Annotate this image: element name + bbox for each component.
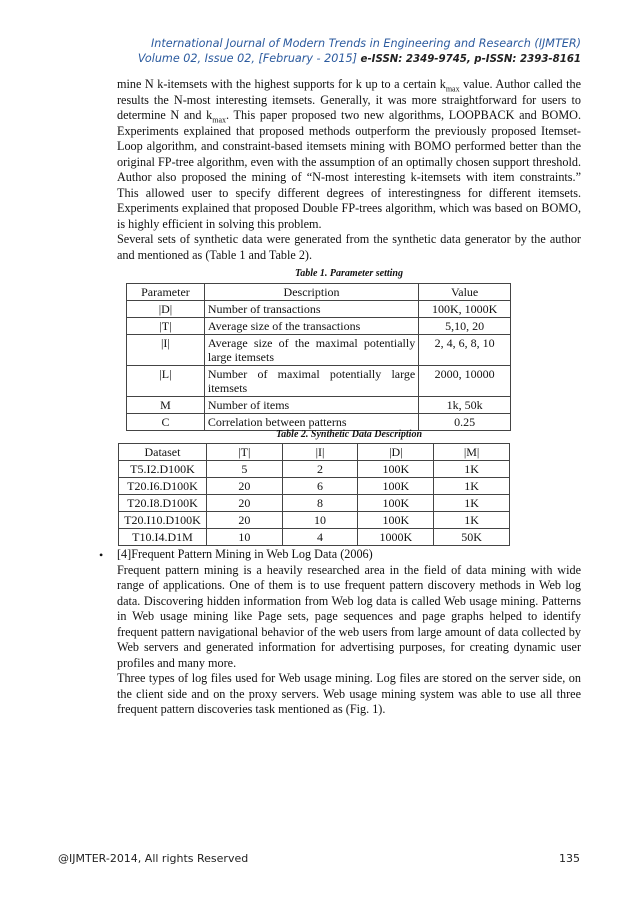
table-header-row <box>119 444 510 461</box>
journal-header <box>138 36 581 67</box>
subscript: max <box>212 115 227 125</box>
section-title: [4]Frequent Pattern Mining in Web Log Data (2006) <box>117 547 373 561</box>
table-row <box>127 335 511 366</box>
table-row <box>119 478 510 495</box>
dataset-table <box>118 443 510 546</box>
table-cell: 0.25 <box>419 414 511 431</box>
table-cell: Number of maximal potentially large itemsets <box>204 366 418 397</box>
table-cell: 10 <box>282 512 358 529</box>
table-cell: 5,10, 20 <box>419 318 511 335</box>
parameter-table <box>126 283 511 431</box>
table-cell: 8 <box>282 495 358 512</box>
table-cell: 20 <box>206 495 282 512</box>
table-header: Dataset <box>119 444 207 461</box>
table-cell: Correlation between patterns <box>204 414 418 431</box>
table1-caption: Table 1. Parameter setting <box>295 268 403 279</box>
volume-text: Volume 02, Issue 02, [February - 2015] <box>137 52 361 65</box>
table-cell: 10 <box>206 529 282 546</box>
journal-volume <box>138 51 581 67</box>
page-number: 135 <box>559 852 580 865</box>
table-cell: 20 <box>206 478 282 495</box>
table-cell: 5 <box>206 461 282 478</box>
table-header: |D| <box>358 444 434 461</box>
table2-caption: Table 2. Synthetic Data Description <box>275 429 423 440</box>
table-cell: 2, 4, 6, 8, 10 <box>419 335 511 366</box>
table-row <box>119 529 510 546</box>
table-cell: 20 <box>206 512 282 529</box>
table-cell: T10.I4.D1M <box>119 529 207 546</box>
table-cell: T20.I6.D100K <box>119 478 207 495</box>
table-cell: Average size of the maximal potentially large itemsets <box>204 335 418 366</box>
table-row <box>119 461 510 478</box>
table-cell: Average size of the transactions <box>204 318 418 335</box>
table-row <box>127 366 511 397</box>
table-cell: |T| <box>127 318 205 335</box>
text-run: . This paper proposed two new algorithms, LOOPBACK and BOMO. Experiments explained that proposed methods outperform the previously proposed Itemset-Loop algorithm, and constraint-based itemsets mining with BOMO performed better than the original FP-tree algorithm, even with the assumption of an optimally chosen support threshold. Author also proposed the mining of “N-most interesting k-itemsets with item constraints.” This allowed user to specify different degrees of interestingness for different itemsets. Experiments explained that proposed Double FP-trees algorithm, which was based on BOMO, is highly efficient in solving this problem. <box>117 108 582 231</box>
table-cell: T20.I8.D100K <box>119 495 207 512</box>
section-web-log <box>117 547 581 718</box>
table-cell: 100K <box>358 461 434 478</box>
body-paragraph: Three types of log files used for Web usage mining. Log files are stored on the server side, on the client side and on the proxy servers. Web usage mining system was able to use all three frequent pattern discoveries task mentioned as (Fig. 1). <box>117 671 581 716</box>
table-header: |T| <box>206 444 282 461</box>
body-paragraph: Frequent pattern mining is a heavily researched area in the field of data mining with wide range of applications. One of them is to use frequent pattern discovery methods in Web log data. Discovering hidden information from Web log data is called Web usage mining. Patterns in Web usage mining like Page sets, page sequences and page graphs helped to identify frequent pattern navigational behavior of the web users from large amount of data collected by Web servers and generated information for advertising purposes, for creating dynamic user profiles and many more. <box>117 562 581 670</box>
table1-caption-wrap <box>117 268 581 280</box>
journal-title: International Journal of Modern Trends in Engineering and Research (IJMTER) <box>150 37 581 50</box>
table-cell: 100K, 1000K <box>419 301 511 318</box>
issn-text: e-ISSN: 2349-9745, p-ISSN: 2393-8161 <box>360 54 581 65</box>
table-cell: |L| <box>127 366 205 397</box>
table-row <box>119 512 510 529</box>
table2-caption-wrap <box>117 429 581 441</box>
table-header: |M| <box>434 444 510 461</box>
table-cell: T20.I10.D100K <box>119 512 207 529</box>
table-cell: 1K <box>434 461 510 478</box>
table-cell: |I| <box>127 335 205 366</box>
table-header: Value <box>419 284 511 301</box>
table-cell: T5.I2.D100K <box>119 461 207 478</box>
table-cell: C <box>127 414 205 431</box>
table-cell: 2000, 10000 <box>419 366 511 397</box>
table-cell: M <box>127 397 205 414</box>
table-cell: 1K <box>434 478 510 495</box>
table-cell: Number of transactions <box>204 301 418 318</box>
table-cell: 1K <box>434 512 510 529</box>
table-cell: 6 <box>282 478 358 495</box>
body-paragraph: Several sets of synthetic data were generated from the synthetic data generator by the author and mentioned as (Table 1 and Table 2). <box>117 232 581 262</box>
footer-copyright: @IJMTER-2014, All rights Reserved <box>58 852 249 865</box>
text-run: value. Author called the results the N-most interesting itemsets. Generally, it was more straightforward for users to determine N and k <box>117 77 581 122</box>
table-cell: 1K <box>434 495 510 512</box>
table-header: Description <box>204 284 418 301</box>
table-row <box>127 414 511 431</box>
table-cell: 50K <box>434 529 510 546</box>
table-row <box>127 318 511 335</box>
table-cell: 2 <box>282 461 358 478</box>
table-cell: 100K <box>358 478 434 495</box>
table-header: |I| <box>282 444 358 461</box>
table-cell: |D| <box>127 301 205 318</box>
table-row <box>127 397 511 414</box>
table-header-row <box>127 284 511 301</box>
text-run: mine N k-itemsets with the highest supports for k up to a certain k <box>117 77 446 91</box>
table-cell: Number of items <box>204 397 418 414</box>
subscript: max <box>445 84 460 94</box>
table-cell: 4 <box>282 529 358 546</box>
paragraph-intro <box>117 77 581 263</box>
body-paragraph <box>117 77 581 232</box>
table-row <box>119 495 510 512</box>
table-cell: 100K <box>358 512 434 529</box>
bullet-icon: • <box>99 548 104 562</box>
table-row <box>127 301 511 318</box>
table-cell: 100K <box>358 495 434 512</box>
table-cell: 1000K <box>358 529 434 546</box>
table-cell: 1k, 50k <box>419 397 511 414</box>
table-header: Parameter <box>127 284 205 301</box>
